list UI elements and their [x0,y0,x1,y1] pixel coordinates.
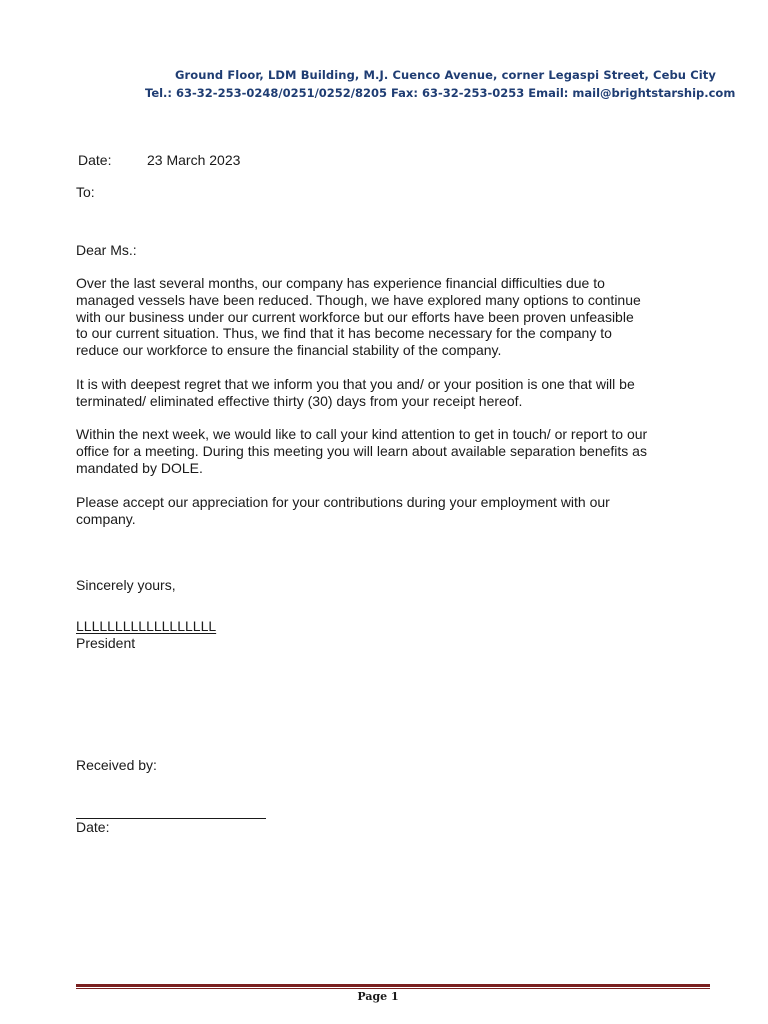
recipient-label: To: [76,184,95,200]
body-paragraph-3 [76,426,716,476]
body-line: managed vessels have been reduced. Though, we have explored many options to continue [76,291,641,308]
date-value: 23 March 2023 [147,152,241,168]
footer-divider-thin [76,988,710,989]
closing: Sincerely yours, [76,577,176,593]
signatory-name: LLLLLLLLLLLLLLLLLL [76,618,217,634]
letterhead-contact: Tel.: 63-32-253-0248/0251/0252/8205 Fax: 63-32-253-0253 Email: mail@brightstarship.com [145,86,736,100]
body-line: Within the next week, we would like to call your kind attention to get in touch/ or report to our [76,426,648,442]
body-line: office for a meeting. During this meeting you will learn about available separation benefits as [76,442,647,459]
letterhead-address: Ground Floor, LDM Building, M.J. Cuenco Avenue, corner Legaspi Street, Cebu City [175,68,716,82]
body-line: terminated/ eliminated effective thirty (30) days from your receipt hereof. [76,392,523,409]
salutation: Dear Ms.: [76,242,137,258]
body-line: with our business under our current workforce but our efforts have been proven unfeasible [76,308,634,325]
receipt-date-label: Date: [76,819,110,835]
page-number: Page 1 [357,990,399,1003]
signatory-title: President [76,635,136,651]
body-paragraph-4 [76,494,716,528]
date-label: Date: [78,152,112,168]
body-line: It is with deepest regret that we inform you that you and/ or your position is one that will be [76,376,635,392]
body-paragraph-1 [76,275,716,359]
received-by-label: Received by: [76,757,157,773]
body-paragraph-2 [76,376,716,410]
body-line: Please accept our appreciation for your contributions during your employment with our [76,494,610,510]
body-line: mandated by DOLE. [76,459,203,476]
body-line: company. [76,510,136,527]
body-line: reduce our workforce to ensure the financial stability of the company. [76,342,502,359]
footer-divider [76,984,710,987]
body-line: Over the last several months, our company has experience financial difficulties due to [76,275,605,291]
body-line: to our current situation. Thus, we find that it has become necessary for the company to [76,325,612,342]
